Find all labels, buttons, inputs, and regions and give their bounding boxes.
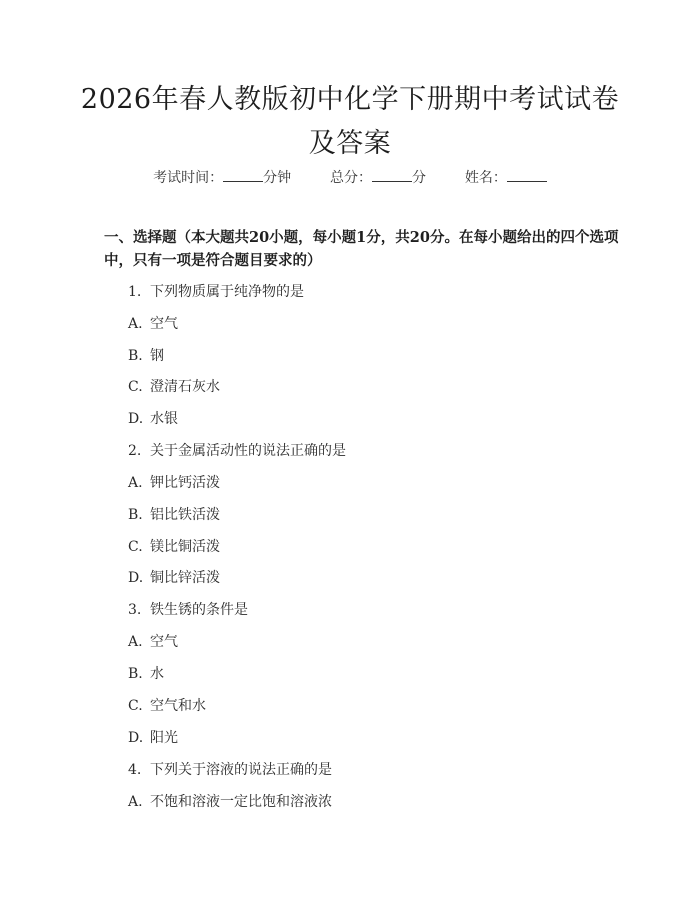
exam-time-unit: 分钟 — [263, 170, 292, 186]
exam-time-blank — [223, 167, 263, 182]
question-4-option-a — [128, 792, 332, 812]
option-text: 铜比锌活泼 — [150, 570, 220, 586]
total-score-field — [330, 167, 426, 188]
option-text: 澄清石灰水 — [150, 379, 220, 395]
section-heading-multiple-choice: 一、选择题（本大题共20小题，每小题1分，共20分。在每小题给出的四个选项中，只有一项是符合题目要求的） — [104, 229, 619, 269]
option-letter: A. — [128, 316, 143, 332]
student-name-blank — [507, 167, 547, 182]
question-3-option-a — [128, 632, 178, 652]
option-letter: B. — [128, 348, 143, 364]
option-text: 钾比钙活泼 — [150, 475, 220, 491]
question-2-option-c — [128, 537, 220, 557]
question-3-option-b — [128, 664, 164, 684]
document-title — [60, 78, 640, 166]
option-letter: B. — [128, 507, 143, 523]
exam-time-field — [153, 167, 291, 188]
question-text: 关于金属活动性的说法正确的是 — [150, 443, 346, 459]
option-text: 铝比铁活泼 — [150, 507, 220, 523]
option-letter: D. — [128, 730, 144, 746]
question-3 — [128, 600, 248, 620]
option-letter: A. — [128, 634, 143, 650]
total-score-unit: 分 — [412, 170, 426, 186]
option-letter: A. — [128, 794, 143, 810]
question-text: 铁生锈的条件是 — [150, 602, 248, 618]
exam-info-line — [0, 167, 700, 188]
question-2-option-b — [128, 505, 220, 525]
question-3-option-c — [128, 696, 206, 716]
option-text: 镁比铜活泼 — [150, 539, 220, 555]
question-2 — [128, 441, 346, 461]
question-number: 1. — [128, 284, 142, 300]
option-letter: C. — [128, 698, 143, 714]
question-2-option-d — [128, 568, 220, 588]
question-number: 3. — [128, 602, 142, 618]
question-1-option-b — [128, 346, 164, 366]
question-4 — [128, 760, 332, 780]
title-line-1: 2026年春人教版初中化学下册期中考试试卷 — [80, 84, 620, 115]
option-text: 水银 — [150, 411, 178, 427]
question-1 — [128, 282, 304, 302]
option-text: 水 — [150, 666, 164, 682]
total-score-blank — [372, 167, 412, 182]
question-1-option-d — [128, 409, 178, 429]
exam-time-label: 考试时间： — [153, 170, 224, 186]
question-number: 4. — [128, 762, 142, 778]
question-1-option-c — [128, 377, 220, 397]
student-name-label: 姓名： — [464, 170, 507, 186]
option-letter: D. — [128, 570, 144, 586]
total-score-label: 总分： — [330, 170, 372, 186]
question-2-option-a — [128, 473, 220, 493]
question-number: 2. — [128, 443, 142, 459]
option-text: 阳光 — [150, 730, 178, 746]
option-letter: C. — [128, 539, 143, 555]
question-1-option-a — [128, 314, 178, 334]
option-letter: A. — [128, 475, 143, 491]
option-text: 钢 — [150, 348, 164, 364]
student-name-field — [465, 167, 547, 188]
option-text: 空气和水 — [150, 698, 206, 714]
option-letter: D. — [128, 411, 144, 427]
option-text: 不饱和溶液一定比饱和溶液浓 — [150, 794, 332, 810]
option-text: 空气 — [150, 634, 178, 650]
option-letter: C. — [128, 379, 143, 395]
question-text: 下列物质属于纯净物的是 — [150, 284, 304, 300]
title-line-2: 及答案 — [308, 128, 392, 159]
question-3-option-d — [128, 728, 178, 748]
question-text: 下列关于溶液的说法正确的是 — [150, 762, 332, 778]
option-letter: B. — [128, 666, 143, 682]
option-text: 空气 — [150, 316, 178, 332]
